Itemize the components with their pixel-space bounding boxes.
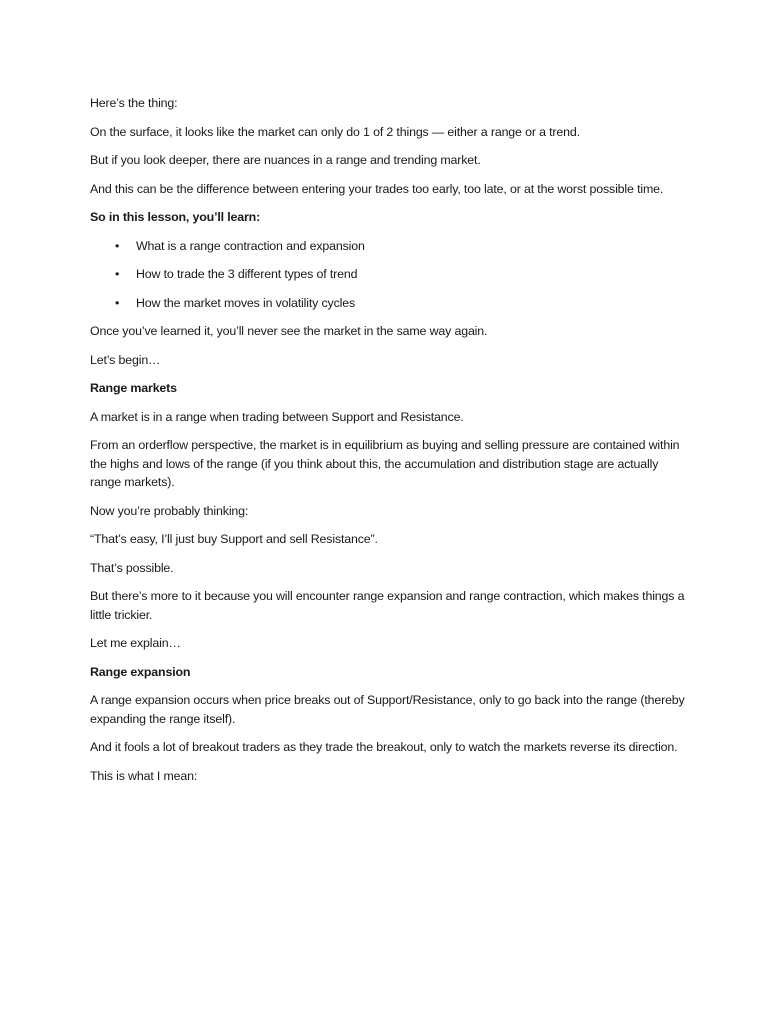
lesson-intro-heading: So in this lesson, you’ll learn:: [90, 210, 261, 224]
paragraph: Here’s the thing:: [90, 96, 178, 110]
list-item-text: How to trade the 3 different types of trend: [136, 267, 358, 281]
paragraph: Let me explain…: [90, 636, 181, 650]
paragraph: And it fools a lot of breakout traders as they trade the breakout, only to watch the markets reverse its direction.: [90, 740, 678, 754]
paragraph: From an orderflow perspective, the market is in equilibrium as buying and selling pressure are contained within the highs and lows of the range (if you think about this, the accumulation and distribution stage are actually range markets).: [90, 438, 680, 489]
lesson-bullet-list: [90, 237, 690, 313]
list-item: [90, 265, 690, 284]
paragraph: Let’s begin…: [90, 352, 161, 367]
list-item: [90, 237, 690, 256]
bullet-icon: •: [115, 295, 120, 310]
paragraph: That’s possible.: [90, 560, 174, 575]
paragraph: Once you’ve learned it, you’ll never see the market in the same way again.: [90, 324, 488, 338]
document-page: [90, 94, 690, 795]
section-heading-range-expansion: Range expansion: [90, 664, 191, 679]
paragraph: But if you look deeper, there are nuances in a range and trending market.: [90, 153, 481, 167]
section-heading-range-markets: Range markets: [90, 381, 177, 395]
paragraph: But there’s more to it because you will encounter range expansion and range contraction, which makes things a little trickier.: [90, 589, 685, 622]
list-item-text: How the market moves in volatility cycles: [136, 295, 356, 310]
bullet-icon: •: [115, 267, 120, 281]
paragraph: A range expansion occurs when price breaks out of Support/Resistance, only to go back into the range (thereby expanding the range itself).: [90, 693, 685, 726]
paragraph: Now you’re probably thinking:: [90, 503, 249, 518]
list-item: [90, 294, 690, 313]
paragraph: A market is in a range when trading between Support and Resistance.: [90, 409, 464, 424]
paragraph: And this can be the difference between entering your trades too early, too late, or at the worst possible time.: [90, 181, 664, 196]
list-item-text: What is a range contraction and expansion: [136, 238, 365, 253]
paragraph: This is what I mean:: [90, 768, 198, 783]
paragraph: “That’s easy, I’ll just buy Support and sell Resistance”.: [90, 532, 378, 546]
paragraph: On the surface, it looks like the market can only do 1 of 2 things — either a range or a trend.: [90, 124, 580, 139]
bullet-icon: •: [115, 238, 120, 253]
